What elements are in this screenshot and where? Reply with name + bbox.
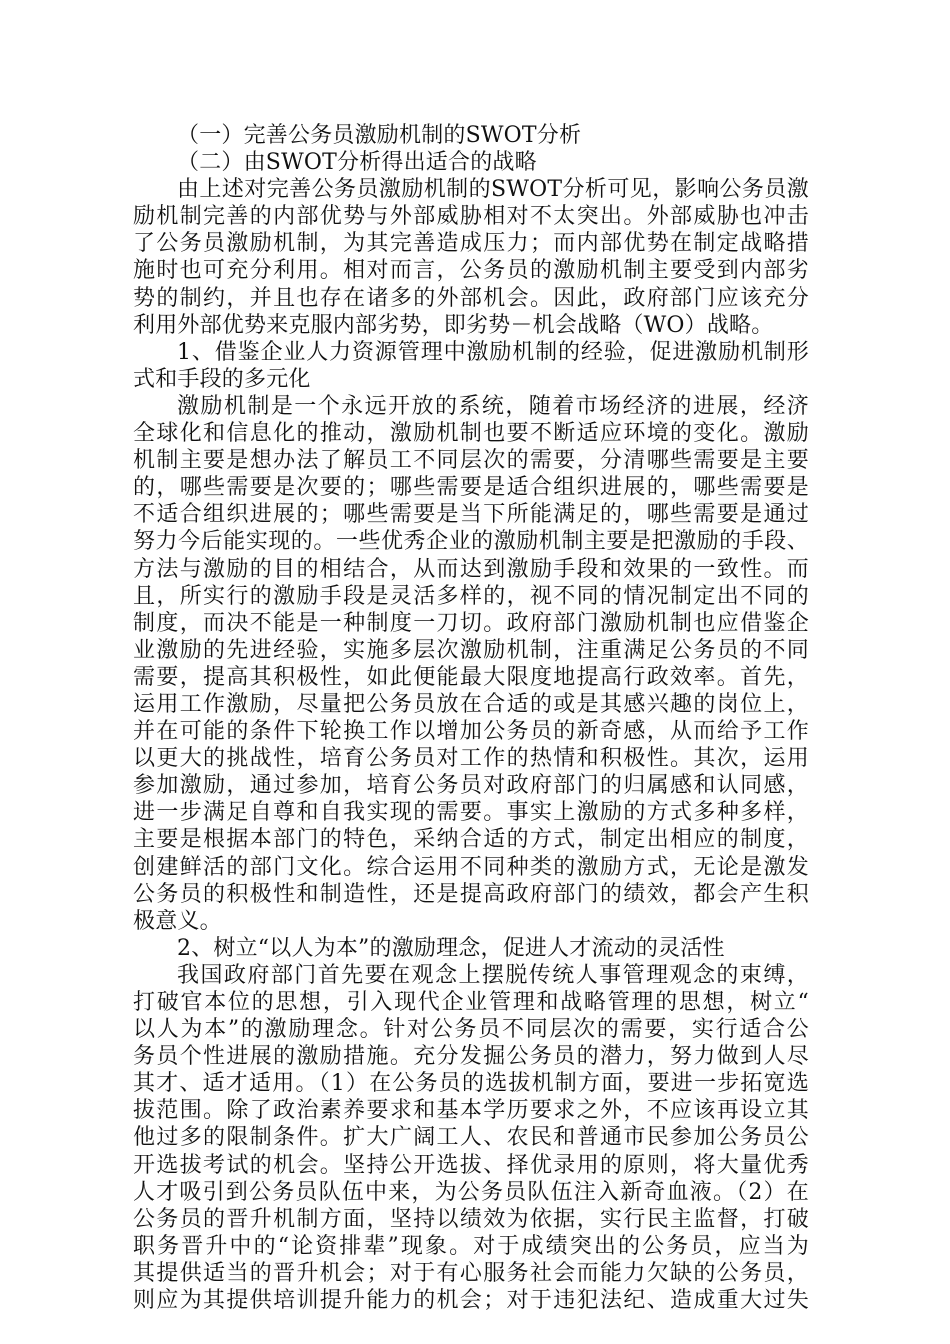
text-line: 利用外部优势来克服内部劣势，即劣势－机会战略（WO）战略。 — [133, 312, 774, 338]
text-line: 2、树立“以人为本”的激励理念，促进人才流动的灵活性 — [177, 935, 725, 961]
text-line: 以更大的挑战性，培育公务员对工作的热情和积极性。其次，运用 — [133, 746, 809, 772]
text-line: 全球化和信息化的推动，激励机制也要不断适应环境的变化。激励 — [133, 421, 809, 447]
text-line: 拔范围。除了政治素养要求和基本学历要求之外，不应该再设立其 — [133, 1098, 809, 1124]
text-line: 不适合组织进展的；哪些需要是当下所能满足的，哪些需要是通过 — [133, 502, 809, 528]
text-line: 主要是根据本部门的特色，采纳合适的方式，制定出相应的制度， — [133, 827, 809, 853]
text-line: 的，哪些需要是次要的；哪些需要是适合组织进展的，哪些需要是 — [133, 475, 809, 501]
text-line: 激励机制是一个永远开放的系统，随着市场经济的进展，经济 — [177, 393, 809, 419]
text-line: 且，所实行的激励手段是灵活多样的，视不同的情况制定出不同的 — [133, 583, 809, 609]
text-line: 人才吸引到公务员队伍中来，为公务员队伍注入新奇血液。（2）在 — [133, 1179, 809, 1205]
text-line: 1、借鉴企业人力资源管理中激励机制的经验，促进激励机制形 — [177, 339, 809, 365]
text-line: 创建鲜活的部门文化。综合运用不同种类的激励方式，无论是激发 — [133, 854, 809, 880]
text-line: 并在可能的条件下轮换工作以增加公务员的新奇感，从而给予工作 — [133, 719, 809, 745]
text-line: 施时也可充分利用。相对而言，公务员的激励机制主要受到内部劣 — [133, 258, 809, 284]
text-line: 努力今后能实现的。一些优秀企业的激励机制主要是把激励的手段、 — [133, 529, 809, 555]
text-line: 他过多的限制条件。扩大广阔工人、农民和普通市民参加公务员公 — [133, 1125, 809, 1151]
text-line: 势的制约，并且也存在诸多的外部机会。因此，政府部门应该充分 — [133, 285, 809, 311]
text-line: 式和手段的多元化 — [133, 366, 311, 392]
text-line: 以人为本”的激励理念。针对公务员不同层次的需要，实行适合公 — [133, 1017, 809, 1043]
text-line: 励机制完善的内部优势与外部威胁相对不太突出。外部威胁也冲击 — [133, 204, 809, 230]
text-line: 职务晋升中的“论资排辈”现象。对于成绩突出的公务员，应当为 — [133, 1233, 809, 1259]
text-line: 其提供适当的晋升机会；对于有心服务社会而能力欠缺的公务员， — [133, 1260, 809, 1286]
text-line: 参加激励，通过参加，培育公务员对政府部门的归属感和认同感， — [133, 773, 809, 799]
text-line: 机制主要是想办法了解员工不同层次的需要，分清哪些需要是主要 — [133, 448, 809, 474]
text-line: 极意义。 — [133, 908, 222, 934]
document-body — [133, 122, 809, 1314]
text-line: 其才、适才适用。（1）在公务员的选拔机制方面，要进一步拓宽选 — [133, 1071, 809, 1097]
text-line: 则应为其提供培训提升能力的机会；对于违犯法纪、造成重大过失 — [133, 1288, 809, 1314]
text-line: 打破官本位的思想，引入现代企业管理和战略管理的思想，树立“ — [133, 990, 809, 1015]
text-line: （二）由SWOT分析得出适合的战略 — [177, 150, 537, 176]
text-line: （一）完善公务员激励机制的SWOT分析 — [177, 123, 582, 148]
text-line: 公务员的积极性和制造性，还是提高政府部门的绩效，都会产生积 — [133, 881, 809, 907]
text-line: 我国政府部门首先要在观念上摆脱传统人事管理观念的束缚， — [177, 962, 809, 988]
text-line: 由上述对完善公务员激励机制的SWOT分析可见，影响公务员激 — [177, 177, 809, 203]
text-line: 务员个性进展的激励措施。充分发掘公务员的潜力，努力做到人尽 — [133, 1044, 809, 1070]
text-line: 制度，而决不能是一种制度一刀切。政府部门激励机制也应借鉴企 — [133, 610, 809, 636]
text-line: 需要，提高其积极性，如此便能最大限度地提高行政效率。首先， — [133, 664, 809, 690]
text-line: 业激励的先进经验，实施多层次激励机制，注重满足公务员的不同 — [133, 637, 809, 663]
text-line: 运用工作激励，尽量把公务员放在合适的或是其感兴趣的岗位上， — [133, 691, 809, 717]
text-line: 方法与激励的目的相结合，从而达到激励手段和效果的一致性。而 — [133, 556, 809, 582]
text-line: 开选拔考试的机会。坚持公开选拔、择优录用的原则，将大量优秀 — [133, 1152, 809, 1178]
text-line: 公务员的晋升机制方面，坚持以绩效为依据，实行民主监督，打破 — [133, 1206, 809, 1232]
text-line: 了公务员激励机制，为其完善造成压力；而内部优势在制定战略措 — [133, 231, 809, 257]
text-line: 进一步满足自尊和自我实现的需要。事实上激励的方式多种多样， — [133, 800, 809, 826]
